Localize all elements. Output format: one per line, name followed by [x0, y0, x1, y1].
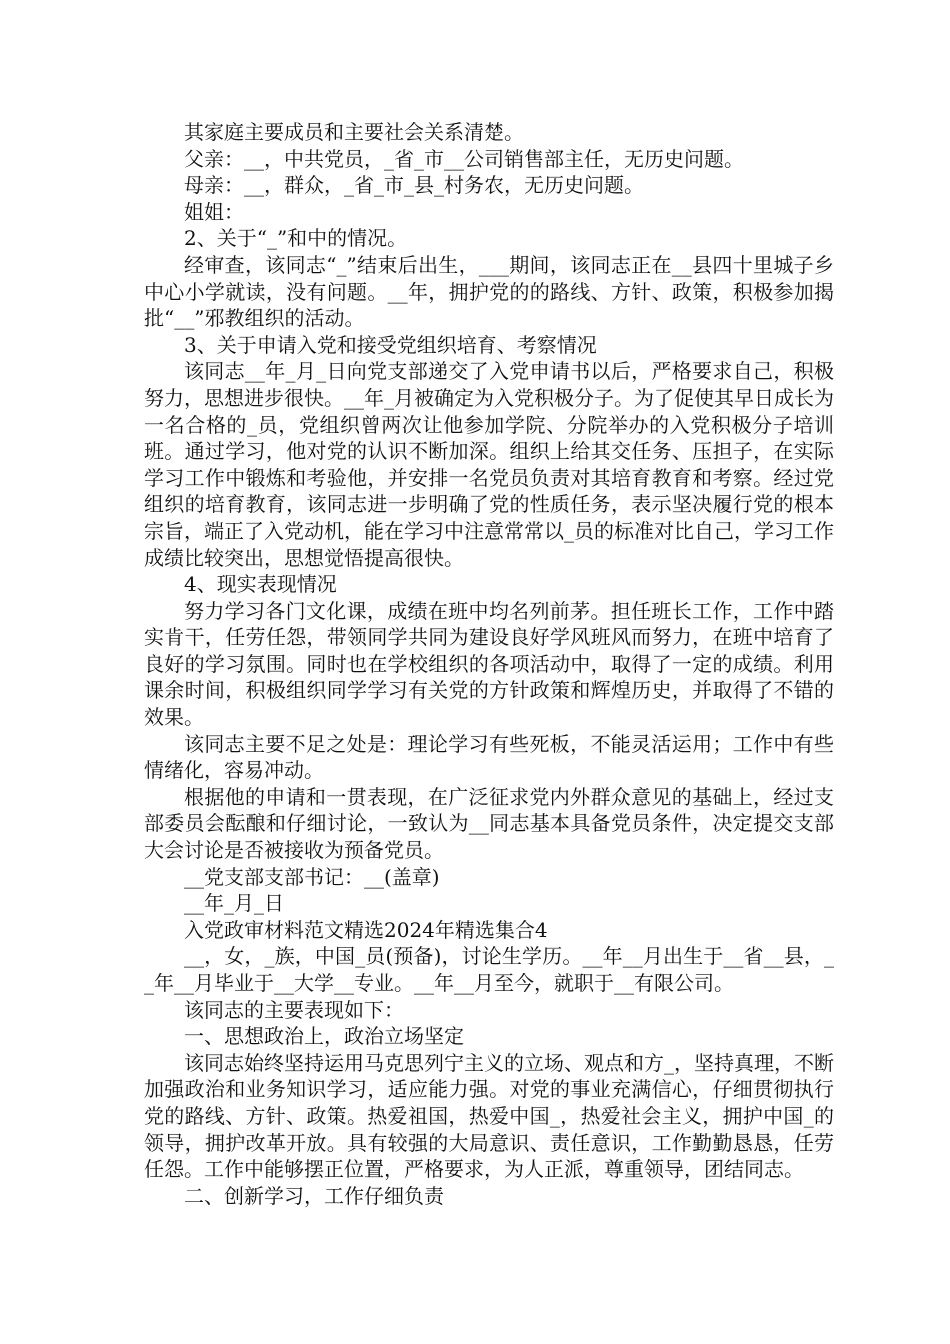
section-heading-politics: 一、思想政治上，政治立场坚定 [184, 1024, 464, 1049]
section-heading-2: 2、关于“_”和中的情况。 [184, 226, 408, 251]
paragraph-conclusion: 根据他的申请和一贯表现，在广泛征求党内外群众意见的基础上，经过支部委员会酝酿和仔细讨论，一致认为__同志基本具备党员条件，决定提交支部大会讨论是否被接收为预备党员。 [144, 784, 834, 863]
paragraph-sister: 姐姐： [184, 199, 244, 224]
document-body [144, 119, 834, 1209]
paragraph-politics: 该同志始终坚持运用马克思列宁主义的立场、观点和方_，坚持真理，不断加强政治和业务知识学习，适应能力强。对党的事业充满信心，仔细贯彻执行党的路线、方针、政策。热爱祖国，热爱中国_，热爱社会主义，拥护中国_的领导，拥护改革开放。具有较强的大局意识、责任意识，工作勤勤恳恳，任劳任怨。工作中能够摆正位置，严格要求，为人正派，尊重领导，团结同志。 [144, 1050, 834, 1182]
paragraph-review: 经审查，该同志“_”结束后出生，___期间，该同志正在__县四十里城子乡中心小学就读，没有问题。__年，拥护党的的路线、方针、政策，积极参加揭批“__”邪教组织的活动。 [144, 252, 834, 331]
section-heading-innovation: 二、创新学习，工作仔细负责 [184, 1183, 444, 1208]
paragraph-family-summary: 其家庭主要成员和主要社会关系清楚。 [184, 120, 524, 144]
paragraph-father: 父亲：__，中共党员，_省_市__公司销售部主任，无历史问题。 [184, 146, 744, 171]
document-subtitle: 入党政审材料范文精选2024年精选集合4 [184, 917, 548, 942]
paragraph-shortcomings: 该同志主要不足之处是：理论学习有些死板，不能灵活运用；工作中有些情绪化，容易冲动。 [144, 731, 834, 783]
paragraph-application: 该同志__年_月_日向党支部递交了入党申请书以后，严格要求自己，积极努力，思想进步很快。__年_月被确定为入党积极分子。为了促使其早日成长为一名合格的_员，党组织曾两次让他参加学院、分院举办的入党积极分子培训班。通过学习，他对党的认识不断加深。组织上给其交任务、压担子，在实际学习工作中锻炼和考验他，并安排一名党员负责对其培育教育和考察。经过党组织的培育教育，该同志进一步明确了党的性质任务，表示坚决履行党的根本宗旨，端正了入党动机，能在学习中注意常常以_员的标准对比自己，学习工作成绩比较突出，思想觉悟提高很快。 [144, 359, 834, 570]
paragraph-signature: __党支部支部书记：__(盖章) [184, 864, 440, 889]
paragraph-main-performance: 该同志的主要表现如下： [184, 997, 404, 1022]
paragraph-mother: 母亲：__，群众，_省_市_县_村务农，无历史问题。 [184, 173, 644, 198]
section-heading-4: 4、现实表现情况 [184, 572, 337, 597]
paragraph-date: __年_月_日 [184, 891, 284, 916]
paragraph-profile: __，女，_族，中国_员(预备)，讨论生学历。__年__月出生于__省__县，__年__月毕业于__大学__专业。__年__月至今，就职于__有限公司。 [144, 944, 834, 995]
paragraph-performance: 努力学习各门文化课，成绩在班中均名列前茅。担任班长工作，工作中踏实肯干，任劳任怨，带领同学共同为建设良好学风班风而努力，在班中培育了良好的学习氛围。同时也在学校组织的各项活动中，取得了一定的成绩。利用课余时间，积极组织同学学习有关党的方针政策和辉煌历史，并取得了不错的效果。 [144, 598, 834, 730]
section-heading-3: 3、关于申请入党和接受党组织培育、考察情况 [184, 332, 597, 357]
